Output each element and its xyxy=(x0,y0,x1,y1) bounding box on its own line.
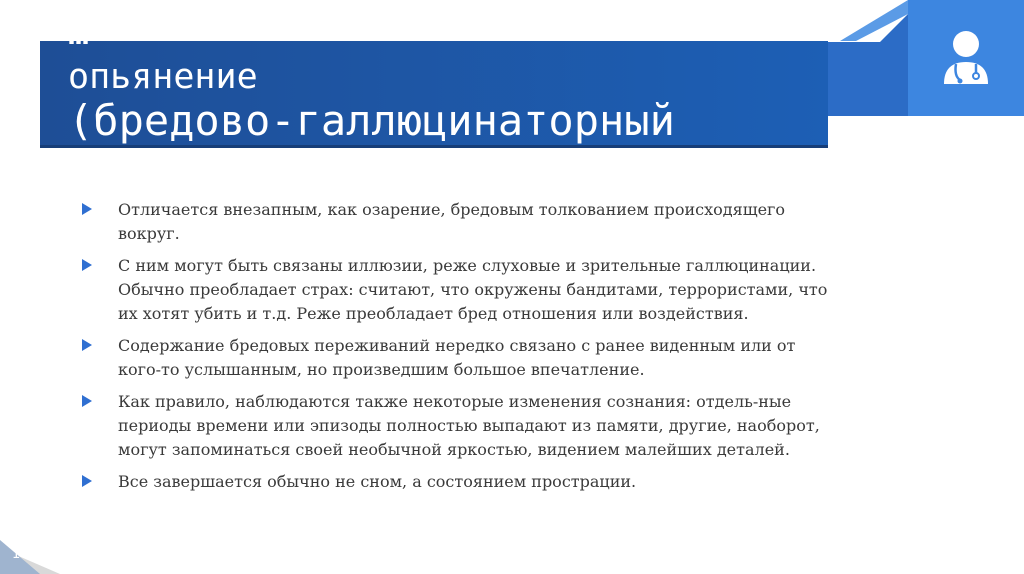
slide-title xyxy=(68,11,828,187)
bullet-item xyxy=(82,198,842,246)
title-line: опьянение xyxy=(68,57,258,97)
bullet-item xyxy=(82,254,842,326)
bullet-text: Отличается внезапным, как озарение, бредовым толкованием происходящего вокруг. xyxy=(118,200,786,243)
bullet-list xyxy=(82,198,842,502)
triangle-bullet-icon xyxy=(82,203,92,215)
bullet-text: С ним могут быть связаны иллюзии, реже слуховые и зрительные галлюцинации. Обычно преобладает страх: считают, что окружены бандитами, террористами, что их хотят убить и т.д. Реже преобладает бред отношения или воздействия. xyxy=(118,256,828,323)
triangle-bullet-icon xyxy=(82,475,92,487)
bullet-text: Как правило, наблюдаются также некоторые изменения сознания: отдель-ные периоды времени или эпизоды полностью выпадают из памяти, другие, наоборот, могут запоминаться своей необычной яркостью, видением малейших деталей. xyxy=(118,392,820,459)
triangle-bullet-icon xyxy=(82,259,92,271)
title-line: … xyxy=(68,13,90,53)
triangle-bullet-icon xyxy=(82,339,92,351)
icon-box xyxy=(908,0,1024,116)
title-line: (бредово-галлюцинаторный xyxy=(68,96,675,145)
doctor-icon xyxy=(908,0,1024,116)
bullet-item xyxy=(82,334,842,382)
bullet-text: Все завершается обычно не сном, а состоянием прострации. xyxy=(118,472,637,491)
triangle-bullet-icon xyxy=(82,395,92,407)
bullet-item xyxy=(82,390,842,462)
title-bar xyxy=(40,13,828,185)
bullet-text: Содержание бредовых переживаний нередко связано с ранее виденным или от кого-то услышанным, но произведшим большое впечатление. xyxy=(118,336,796,379)
page-number: 16 xyxy=(12,547,29,562)
title-line: … xyxy=(68,145,90,185)
bullet-item xyxy=(82,470,842,494)
